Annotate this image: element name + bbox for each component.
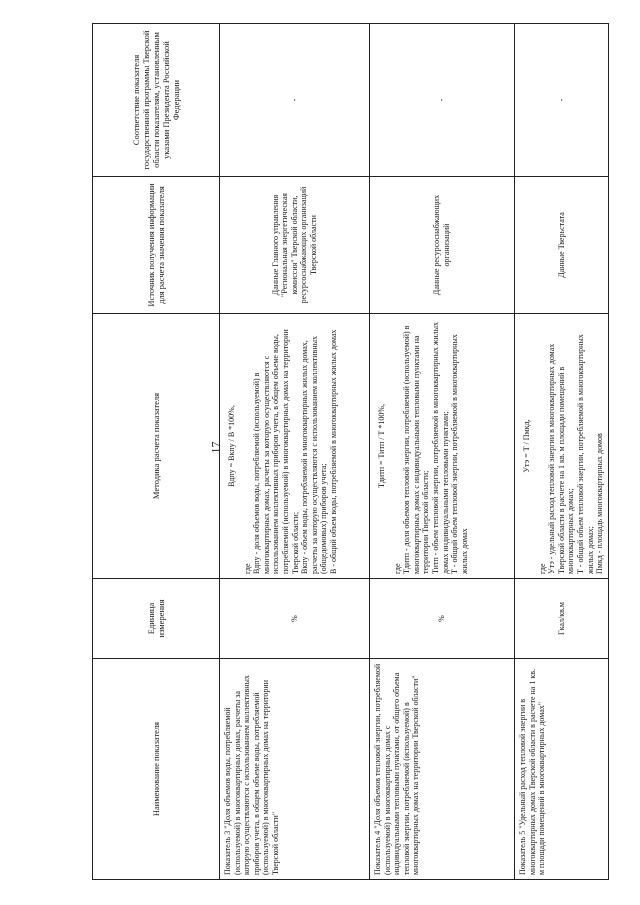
where-label: где <box>392 563 402 574</box>
formula: Тдитп = Титп / Т *100%, <box>377 403 386 489</box>
header-compliance: Соответствие показателя государственной программы Тверской области показателям, установленным указами Президента Российской Федерации <box>93 24 220 177</box>
formula-term: Вкпу - объем воды, потребляемой в многоквартирных жилых домах, расчеты за которую осуществляются с использованием коллективных (общедомовых) приборов учета; <box>300 336 329 574</box>
formula: Утэ = Т / Пмкд, <box>522 419 531 473</box>
table-header-row <box>93 24 220 880</box>
table-row <box>220 24 370 880</box>
table-row <box>515 24 609 880</box>
indicator-compliance: - <box>515 24 609 177</box>
page-number: 17 <box>208 441 223 454</box>
formula-term: Вдпу - доля объемов воды, потребляемой (используемой) в многоквартирных домах, расчеты за которую осуществляются с использованием коллективных приборов учета, в общем объеме воды, потребляемой (используемой) в многоквартирных домах на территории Тверской области; <box>252 329 300 574</box>
formula-term: Тдитп - доля объемов тепловой энергии, потребляемой (используемой) в многоквартирных домах с индивидуальными тепловыми пунктами на территории Тверской области; <box>402 325 431 574</box>
indicator-compliance: - <box>370 24 515 177</box>
table-row <box>370 24 515 880</box>
indicator-unit: % <box>370 579 515 659</box>
header-source: Источник получения информации для расчета значения показателя <box>93 177 220 314</box>
header-method: Методика расчета показателя <box>93 314 220 579</box>
indicator-unit: % <box>220 579 370 659</box>
indicator-source: Данные Тверьстата <box>515 177 609 314</box>
formula-term: В - общий объем воды, потребляемой в многоквартирных жилых домах <box>328 329 338 574</box>
where-label: где <box>537 563 547 574</box>
formula-term: Утэ - удельный расход тепловой энергии в многоквартирных домах Тверской области в расчете на 1 кв. м площади помещений в многоквартирных домах; <box>547 343 576 574</box>
formula-term: Т - общий объем тепловой энергии, потребляемой в многоквартирных жилых домах; <box>575 334 595 574</box>
header-unit: Единица измерения <box>93 579 220 659</box>
indicator-method <box>220 314 370 579</box>
rotated-table-container <box>92 24 604 880</box>
header-name: Наименование показателя <box>93 659 220 880</box>
indicator-unit: Гкал/кв.м <box>515 579 609 659</box>
indicator-source: Данные Главного управления "Региональная энергетическая комиссия" Тверской области, ресурсоснабжающих организаций Тверской области <box>220 177 370 314</box>
indicator-name: Показатель 5 "Удельный расход тепловой энергии в многоквартирных домах Тверской области в расчете на 1 кв. м площади помещений в многоквартирных домах" <box>515 659 609 880</box>
where-label: где <box>242 563 252 574</box>
formula-term: Т - общий объем тепловой энергии, потребляемой в многоквартирных жилых домах <box>450 334 469 574</box>
indicators-table <box>92 23 609 880</box>
formula-term: Пмкд - площадь многоквартирных домов <box>595 433 605 574</box>
formula: Вдпу = Вкпу / В *100%, <box>227 405 236 487</box>
indicator-method <box>515 314 609 579</box>
indicator-name: Показатель 4 "Доля объемов тепловой энергии, потребляемой (используемой) в многоквартирных домах с индивидуальными тепловыми пунктами, от общего объема тепловой энергии, потребляемой (используемой) в многоквартирных домах на территории Тверской области" <box>370 659 515 880</box>
indicator-compliance: - <box>220 24 370 177</box>
formula-term: Титп - объем тепловой энергии, потребляемой в многоквартирных жилых домах индивидуальными тепловыми пунктами; <box>430 321 450 574</box>
indicator-method <box>370 314 515 579</box>
indicator-source: Данные ресурсоснабжающих организаций <box>370 177 515 314</box>
indicator-name: Показатель 3 "Доля объемов воды, потребляемой (используемой) в многоквартирных домах, расчеты за которую осуществляются с использованием коллективных приборов учета, в общем объеме воды, потребляемой (используемой) в многоквартирных домах на территории Тверской области" <box>220 659 370 880</box>
